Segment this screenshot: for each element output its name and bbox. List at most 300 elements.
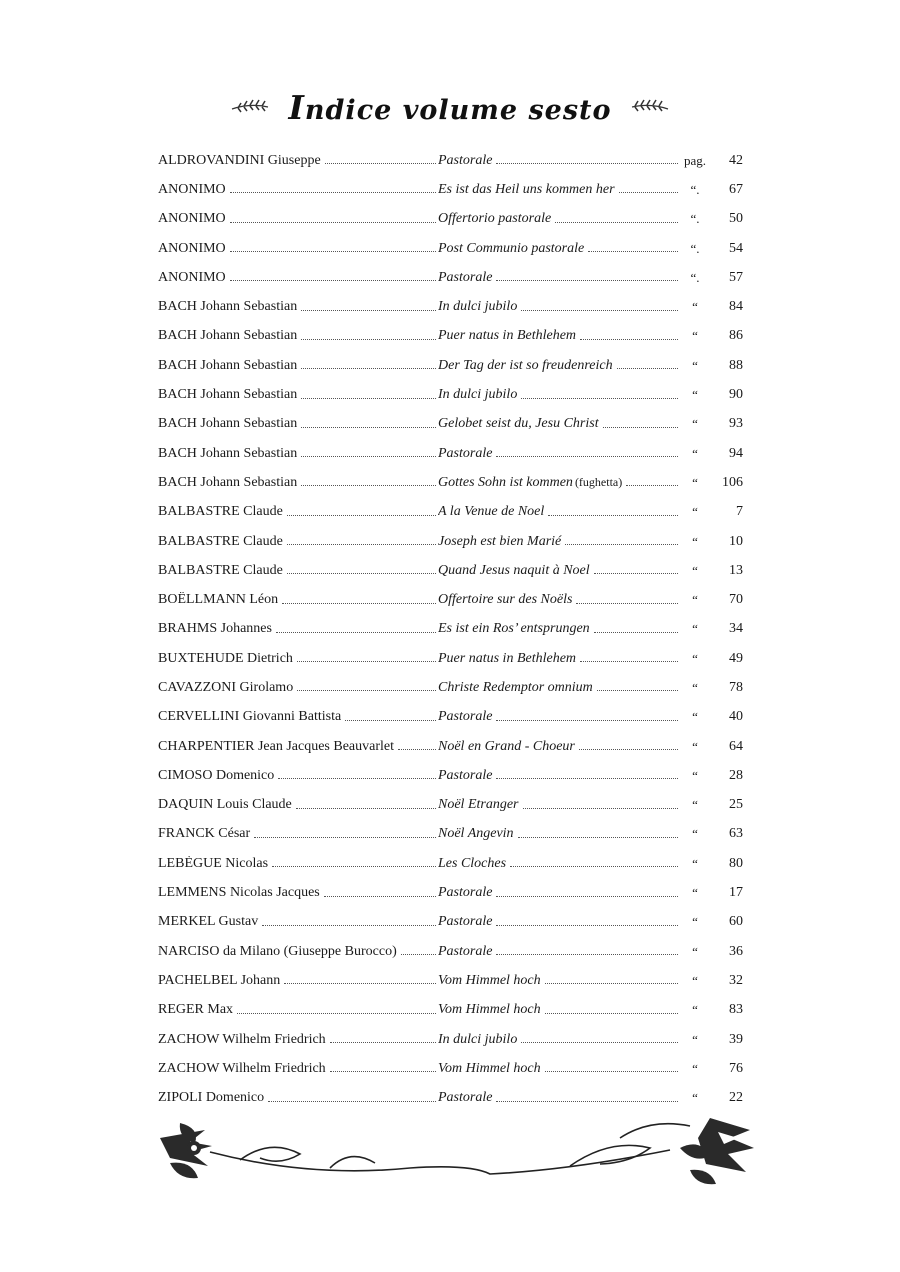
leader-dots <box>268 1101 436 1102</box>
composer-cell <box>158 651 438 667</box>
composer-name: CHARPENTIER Jean Jacques Beauvarlet <box>158 738 394 754</box>
composer-cell <box>158 592 438 608</box>
composer-cell <box>158 299 438 315</box>
page-prefix: “ <box>692 387 698 403</box>
leader-dots <box>496 280 678 281</box>
work-title: Christe Redemptor omnium <box>438 679 593 695</box>
composer-name: BACH Johann Sebastian <box>158 445 298 461</box>
composer-cell <box>158 387 438 403</box>
work-title: Pastorale <box>438 152 493 168</box>
work-cell <box>438 475 680 491</box>
leader-dots <box>496 456 678 457</box>
composer-name: DAQUIN Louis Claude <box>158 797 292 813</box>
work-title: Pastorale <box>438 885 493 901</box>
leader-dots <box>282 603 436 604</box>
index-entry <box>158 820 743 849</box>
leader-dots <box>230 251 436 252</box>
page-prefix: “. <box>690 211 700 227</box>
composer-cell <box>158 797 438 813</box>
title-initial: I <box>288 87 305 127</box>
index-entry <box>158 498 743 527</box>
composer-cell <box>158 1002 438 1018</box>
composer-name: BALBASTRE Claude <box>158 504 283 520</box>
composer-name: BALBASTRE Claude <box>158 562 283 578</box>
leader-dots <box>301 456 436 457</box>
page-prefix: “ <box>692 299 698 315</box>
composer-name: LEBÈGUE Nicolas <box>158 855 269 871</box>
index-table <box>158 146 743 1113</box>
work-cell <box>438 387 680 403</box>
page-prefix: “ <box>692 650 698 666</box>
page-number: 25 <box>729 797 743 813</box>
leader-dots <box>588 251 678 252</box>
leader-dots <box>272 866 436 867</box>
work-cell <box>438 797 680 813</box>
leader-dots <box>597 690 678 691</box>
leader-dots <box>297 690 436 691</box>
work-cell <box>438 592 680 608</box>
index-entry <box>158 673 743 702</box>
work-cell <box>438 1032 680 1048</box>
composer-name: ZIPOLI Domenico <box>158 1090 265 1106</box>
composer-name: BRAHMS Johannes <box>158 621 272 637</box>
composer-cell <box>158 534 438 550</box>
leader-dots <box>594 632 678 633</box>
leader-dots <box>580 661 678 662</box>
page-number: 83 <box>729 1002 743 1018</box>
page-prefix: pag. <box>683 152 707 168</box>
work-cell <box>438 651 680 667</box>
right-vine-ornament-icon <box>630 97 670 117</box>
work-cell <box>438 563 680 579</box>
work-title: Vom Himmel hoch <box>438 972 541 988</box>
work-cell <box>438 621 680 637</box>
page-prefix: “ <box>692 357 698 373</box>
leader-dots <box>301 368 436 369</box>
work-title: Post Communio pastorale <box>438 240 585 256</box>
leader-dots <box>521 310 678 311</box>
page-prefix: “ <box>692 445 698 461</box>
page-prefix: “ <box>692 504 698 520</box>
page-prefix: “ <box>692 679 698 695</box>
index-entry <box>158 146 743 175</box>
page-number: 78 <box>729 679 743 695</box>
leader-dots <box>580 339 678 340</box>
composer-name: MERKEL Gustav <box>158 914 259 930</box>
work-title: Noël en Grand - Choeur <box>438 738 575 754</box>
index-entry <box>158 732 743 761</box>
page-number: 7 <box>736 504 743 520</box>
leader-dots <box>555 222 678 223</box>
page-number: 57 <box>729 269 743 285</box>
page-number: 60 <box>729 914 743 930</box>
index-entry <box>158 234 743 263</box>
index-entry <box>158 878 743 907</box>
index-entry <box>158 351 743 380</box>
composer-name: REGER Max <box>158 1002 234 1018</box>
leader-dots <box>518 837 678 838</box>
composer-cell <box>158 446 438 462</box>
index-entry <box>158 1025 743 1054</box>
work-cell <box>438 299 680 315</box>
page-prefix: “ <box>692 797 698 813</box>
page-prefix: “ <box>692 621 698 637</box>
work-cell <box>438 182 680 198</box>
index-entry <box>158 175 743 204</box>
page-number: 50 <box>729 211 743 227</box>
composer-cell <box>158 768 438 784</box>
index-entry <box>158 908 743 937</box>
page-prefix: “ <box>692 416 698 432</box>
index-entry <box>158 322 743 351</box>
leader-dots <box>594 573 678 574</box>
composer-cell <box>158 504 438 520</box>
work-title: Pastorale <box>438 943 493 959</box>
work-title: Vom Himmel hoch <box>438 1002 541 1018</box>
composer-cell <box>158 211 438 227</box>
leader-dots <box>521 1042 678 1043</box>
leader-dots <box>619 192 678 193</box>
leader-dots <box>496 925 678 926</box>
page-prefix: “ <box>692 533 698 549</box>
composer-name: BACH Johann Sebastian <box>158 474 298 490</box>
work-title: Pastorale <box>438 445 493 461</box>
page-prefix: “ <box>692 855 698 871</box>
work-title: Offertorio pastorale <box>438 211 552 227</box>
leader-dots <box>301 310 436 311</box>
index-entry <box>158 966 743 995</box>
work-cell <box>438 856 680 872</box>
page-prefix: “ <box>692 474 698 490</box>
leader-dots <box>398 749 436 750</box>
work-cell <box>438 446 680 462</box>
work-title: Es ist ein Ros’ entsprungen <box>438 621 590 637</box>
work-cell <box>438 1090 680 1106</box>
page-number: 39 <box>729 1031 743 1047</box>
work-title: Pastorale <box>438 914 493 930</box>
composer-name: FRANCK César <box>158 826 251 842</box>
work-title: Es ist das Heil uns kommen her <box>438 181 615 197</box>
work-cell <box>438 211 680 227</box>
work-title: In dulci jubilo <box>438 299 518 315</box>
page-number: 70 <box>729 592 743 608</box>
page-number: 67 <box>729 181 743 197</box>
composer-name: BOËLLMANN Léon <box>158 592 279 608</box>
composer-cell <box>158 328 438 344</box>
composer-cell <box>158 1061 438 1077</box>
composer-cell <box>158 826 438 842</box>
leader-dots <box>254 837 436 838</box>
leader-dots <box>278 778 436 779</box>
page-number: 22 <box>729 1090 743 1106</box>
page-prefix: “ <box>692 328 698 344</box>
floral-border-ornament-icon <box>150 1108 760 1188</box>
composer-name: ANONIMO <box>158 181 226 197</box>
work-title: Noël Angevin <box>438 826 514 842</box>
work-cell <box>438 914 680 930</box>
composer-name: LEMMENS Nicolas Jacques <box>158 885 320 901</box>
work-title: Joseph est bien Marié <box>438 533 562 549</box>
composer-name: BACH Johann Sebastian <box>158 328 298 344</box>
work-title: Pastorale <box>438 709 493 725</box>
leader-dots <box>496 778 678 779</box>
work-title: In dulci jubilo <box>438 387 518 403</box>
page-prefix: “ <box>692 1090 698 1106</box>
work-title: In dulci jubilo <box>438 1031 518 1047</box>
composer-cell <box>158 182 438 198</box>
leader-dots <box>325 163 436 164</box>
page-number: 76 <box>729 1060 743 1076</box>
page-number: 54 <box>729 240 743 256</box>
page-header <box>0 82 900 132</box>
leader-dots <box>287 573 436 574</box>
page-number: 10 <box>729 533 743 549</box>
leader-dots <box>301 427 436 428</box>
leader-dots <box>287 515 436 516</box>
composer-name: ALDROVANDINI Giuseppe <box>158 152 321 168</box>
leader-dots <box>496 163 678 164</box>
work-title: Pastorale <box>438 767 493 783</box>
index-entry <box>158 849 743 878</box>
leader-dots <box>626 485 678 486</box>
leader-dots <box>230 280 436 281</box>
page-number: 17 <box>729 885 743 901</box>
page-number: 64 <box>729 738 743 754</box>
work-cell <box>438 534 680 550</box>
leader-dots <box>545 1013 678 1014</box>
page-prefix: “. <box>690 269 700 285</box>
leader-dots <box>296 808 436 809</box>
work-cell <box>438 153 680 169</box>
leader-dots <box>401 954 436 955</box>
title-rest: ndice volume sesto <box>304 94 612 126</box>
page-prefix: “ <box>692 1002 698 1018</box>
work-cell <box>438 1061 680 1077</box>
page-prefix: “ <box>692 709 698 725</box>
index-entry <box>158 263 743 292</box>
composer-cell <box>158 416 438 432</box>
page-number: 93 <box>729 416 743 432</box>
leader-dots <box>545 983 678 984</box>
leader-dots <box>496 720 678 721</box>
composer-cell <box>158 475 438 491</box>
leader-dots <box>510 866 678 867</box>
page-prefix: “ <box>692 1031 698 1047</box>
page-number: 42 <box>729 152 743 168</box>
leader-dots <box>276 632 436 633</box>
leader-dots <box>301 485 436 486</box>
leader-dots <box>617 368 678 369</box>
work-title: Offertoire sur des Noëls <box>438 592 573 608</box>
composer-name: BACH Johann Sebastian <box>158 416 298 432</box>
page-number: 88 <box>729 357 743 373</box>
work-cell <box>438 270 680 286</box>
composer-name: ANONIMO <box>158 211 226 227</box>
index-entry <box>158 380 743 409</box>
index-entry <box>158 585 743 614</box>
composer-cell <box>158 973 438 989</box>
index-entry <box>158 996 743 1025</box>
work-cell <box>438 504 680 520</box>
page-number: 49 <box>729 650 743 666</box>
work-title: Pastorale <box>438 269 493 285</box>
leader-dots <box>230 222 436 223</box>
leader-dots <box>262 925 436 926</box>
page-number: 86 <box>729 328 743 344</box>
composer-name: BACH Johann Sebastian <box>158 387 298 403</box>
work-title: Pastorale <box>438 1090 493 1106</box>
composer-cell <box>158 270 438 286</box>
page-prefix: “ <box>692 562 698 578</box>
index-entry <box>158 205 743 234</box>
composer-cell <box>158 241 438 257</box>
leader-dots <box>496 896 678 897</box>
leader-dots <box>237 1013 436 1014</box>
leader-dots <box>545 1071 678 1072</box>
index-entry <box>158 292 743 321</box>
work-cell <box>438 358 680 374</box>
leader-dots <box>330 1071 436 1072</box>
page-number: 34 <box>729 621 743 637</box>
composer-cell <box>158 680 438 696</box>
page-number: 84 <box>729 299 743 315</box>
composer-cell <box>158 358 438 374</box>
composer-name: ANONIMO <box>158 240 226 256</box>
composer-name: BALBASTRE Claude <box>158 533 283 549</box>
composer-cell <box>158 621 438 637</box>
work-title: Noël Etranger <box>438 797 519 813</box>
leader-dots <box>521 398 678 399</box>
page-number: 106 <box>722 474 743 490</box>
composer-name: CERVELLINI Giovanni Battista <box>158 709 342 725</box>
composer-cell <box>158 739 438 755</box>
leader-dots <box>565 544 678 545</box>
index-entry <box>158 468 743 497</box>
composer-cell <box>158 914 438 930</box>
work-title: Vom Himmel hoch <box>438 1060 541 1076</box>
work-cell <box>438 944 680 960</box>
page-prefix: “ <box>692 826 698 842</box>
leader-dots <box>230 192 436 193</box>
work-title: Les Cloches <box>438 855 507 871</box>
work-cell <box>438 416 680 432</box>
page-number: 36 <box>729 943 743 959</box>
work-title: Puer natus in Bethlehem <box>438 328 577 344</box>
page-prefix: “. <box>690 240 700 256</box>
left-vine-ornament-icon <box>230 97 270 117</box>
work-title: A la Venue de Noel <box>438 504 545 520</box>
work-cell <box>438 709 680 725</box>
page-number: 90 <box>729 387 743 403</box>
page-prefix: “ <box>692 943 698 959</box>
page-number: 40 <box>729 709 743 725</box>
page-number: 63 <box>729 826 743 842</box>
page-number: 28 <box>729 767 743 783</box>
index-entry <box>158 556 743 585</box>
page-number: 32 <box>729 972 743 988</box>
leader-dots <box>603 427 678 428</box>
leader-dots <box>301 398 436 399</box>
work-note: (fughetta) <box>574 475 623 490</box>
leader-dots <box>284 983 436 984</box>
composer-name: NARCISO da Milano (Giuseppe Burocco) <box>158 943 397 959</box>
work-cell <box>438 680 680 696</box>
page-number: 94 <box>729 445 743 461</box>
page-prefix: “ <box>692 972 698 988</box>
work-cell <box>438 973 680 989</box>
leader-dots <box>330 1042 436 1043</box>
composer-name: BACH Johann Sebastian <box>158 299 298 315</box>
index-entry <box>158 761 743 790</box>
page-prefix: “ <box>692 914 698 930</box>
work-title: Gottes Sohn ist kommen <box>438 474 573 490</box>
composer-name: ANONIMO <box>158 269 226 285</box>
composer-name: BACH Johann Sebastian <box>158 357 298 373</box>
index-entry <box>158 791 743 820</box>
composer-cell <box>158 885 438 901</box>
work-title: Gelobet seist du, Jesu Christ <box>438 416 599 432</box>
work-cell <box>438 1002 680 1018</box>
page-prefix: “ <box>692 592 698 608</box>
page-prefix: “ <box>692 1060 698 1076</box>
work-cell <box>438 328 680 344</box>
work-cell <box>438 826 680 842</box>
index-entry <box>158 1054 743 1083</box>
page-prefix: “ <box>692 738 698 754</box>
leader-dots <box>523 808 679 809</box>
composer-cell <box>158 709 438 725</box>
index-entry <box>158 410 743 439</box>
composer-cell <box>158 856 438 872</box>
page-prefix: “. <box>690 181 700 197</box>
leader-dots <box>324 896 436 897</box>
leader-dots <box>496 1101 678 1102</box>
work-cell <box>438 739 680 755</box>
composer-name: ZACHOW Wilhelm Friedrich <box>158 1031 326 1047</box>
index-entry <box>158 615 743 644</box>
composer-cell <box>158 1032 438 1048</box>
page-number: 80 <box>729 855 743 871</box>
work-cell <box>438 241 680 257</box>
composer-name: ZACHOW Wilhelm Friedrich <box>158 1060 326 1076</box>
work-cell <box>438 768 680 784</box>
work-title: Der Tag der ist so freudenreich <box>438 357 613 373</box>
composer-cell <box>158 563 438 579</box>
leader-dots <box>496 954 678 955</box>
leader-dots <box>301 339 436 340</box>
work-title: Quand Jesus naquit à Noel <box>438 562 590 578</box>
index-entry <box>158 937 743 966</box>
index-entry <box>158 439 743 468</box>
index-entry <box>158 703 743 732</box>
leader-dots <box>579 749 678 750</box>
work-cell <box>438 885 680 901</box>
page-prefix: “ <box>692 885 698 901</box>
composer-cell <box>158 153 438 169</box>
index-entry <box>158 644 743 673</box>
work-title: Puer natus in Bethlehem <box>438 650 577 666</box>
leader-dots <box>576 603 678 604</box>
composer-name: CAVAZZONI Girolamo <box>158 679 294 695</box>
leader-dots <box>345 720 436 721</box>
composer-name: BUXTEHUDE Dietrich <box>158 650 293 666</box>
leader-dots <box>287 544 436 545</box>
leader-dots <box>297 661 436 662</box>
composer-name: PACHELBEL Johann <box>158 972 281 988</box>
composer-cell <box>158 1090 438 1106</box>
composer-name: CIMOSO Domenico <box>158 767 275 783</box>
leader-dots <box>548 515 678 516</box>
